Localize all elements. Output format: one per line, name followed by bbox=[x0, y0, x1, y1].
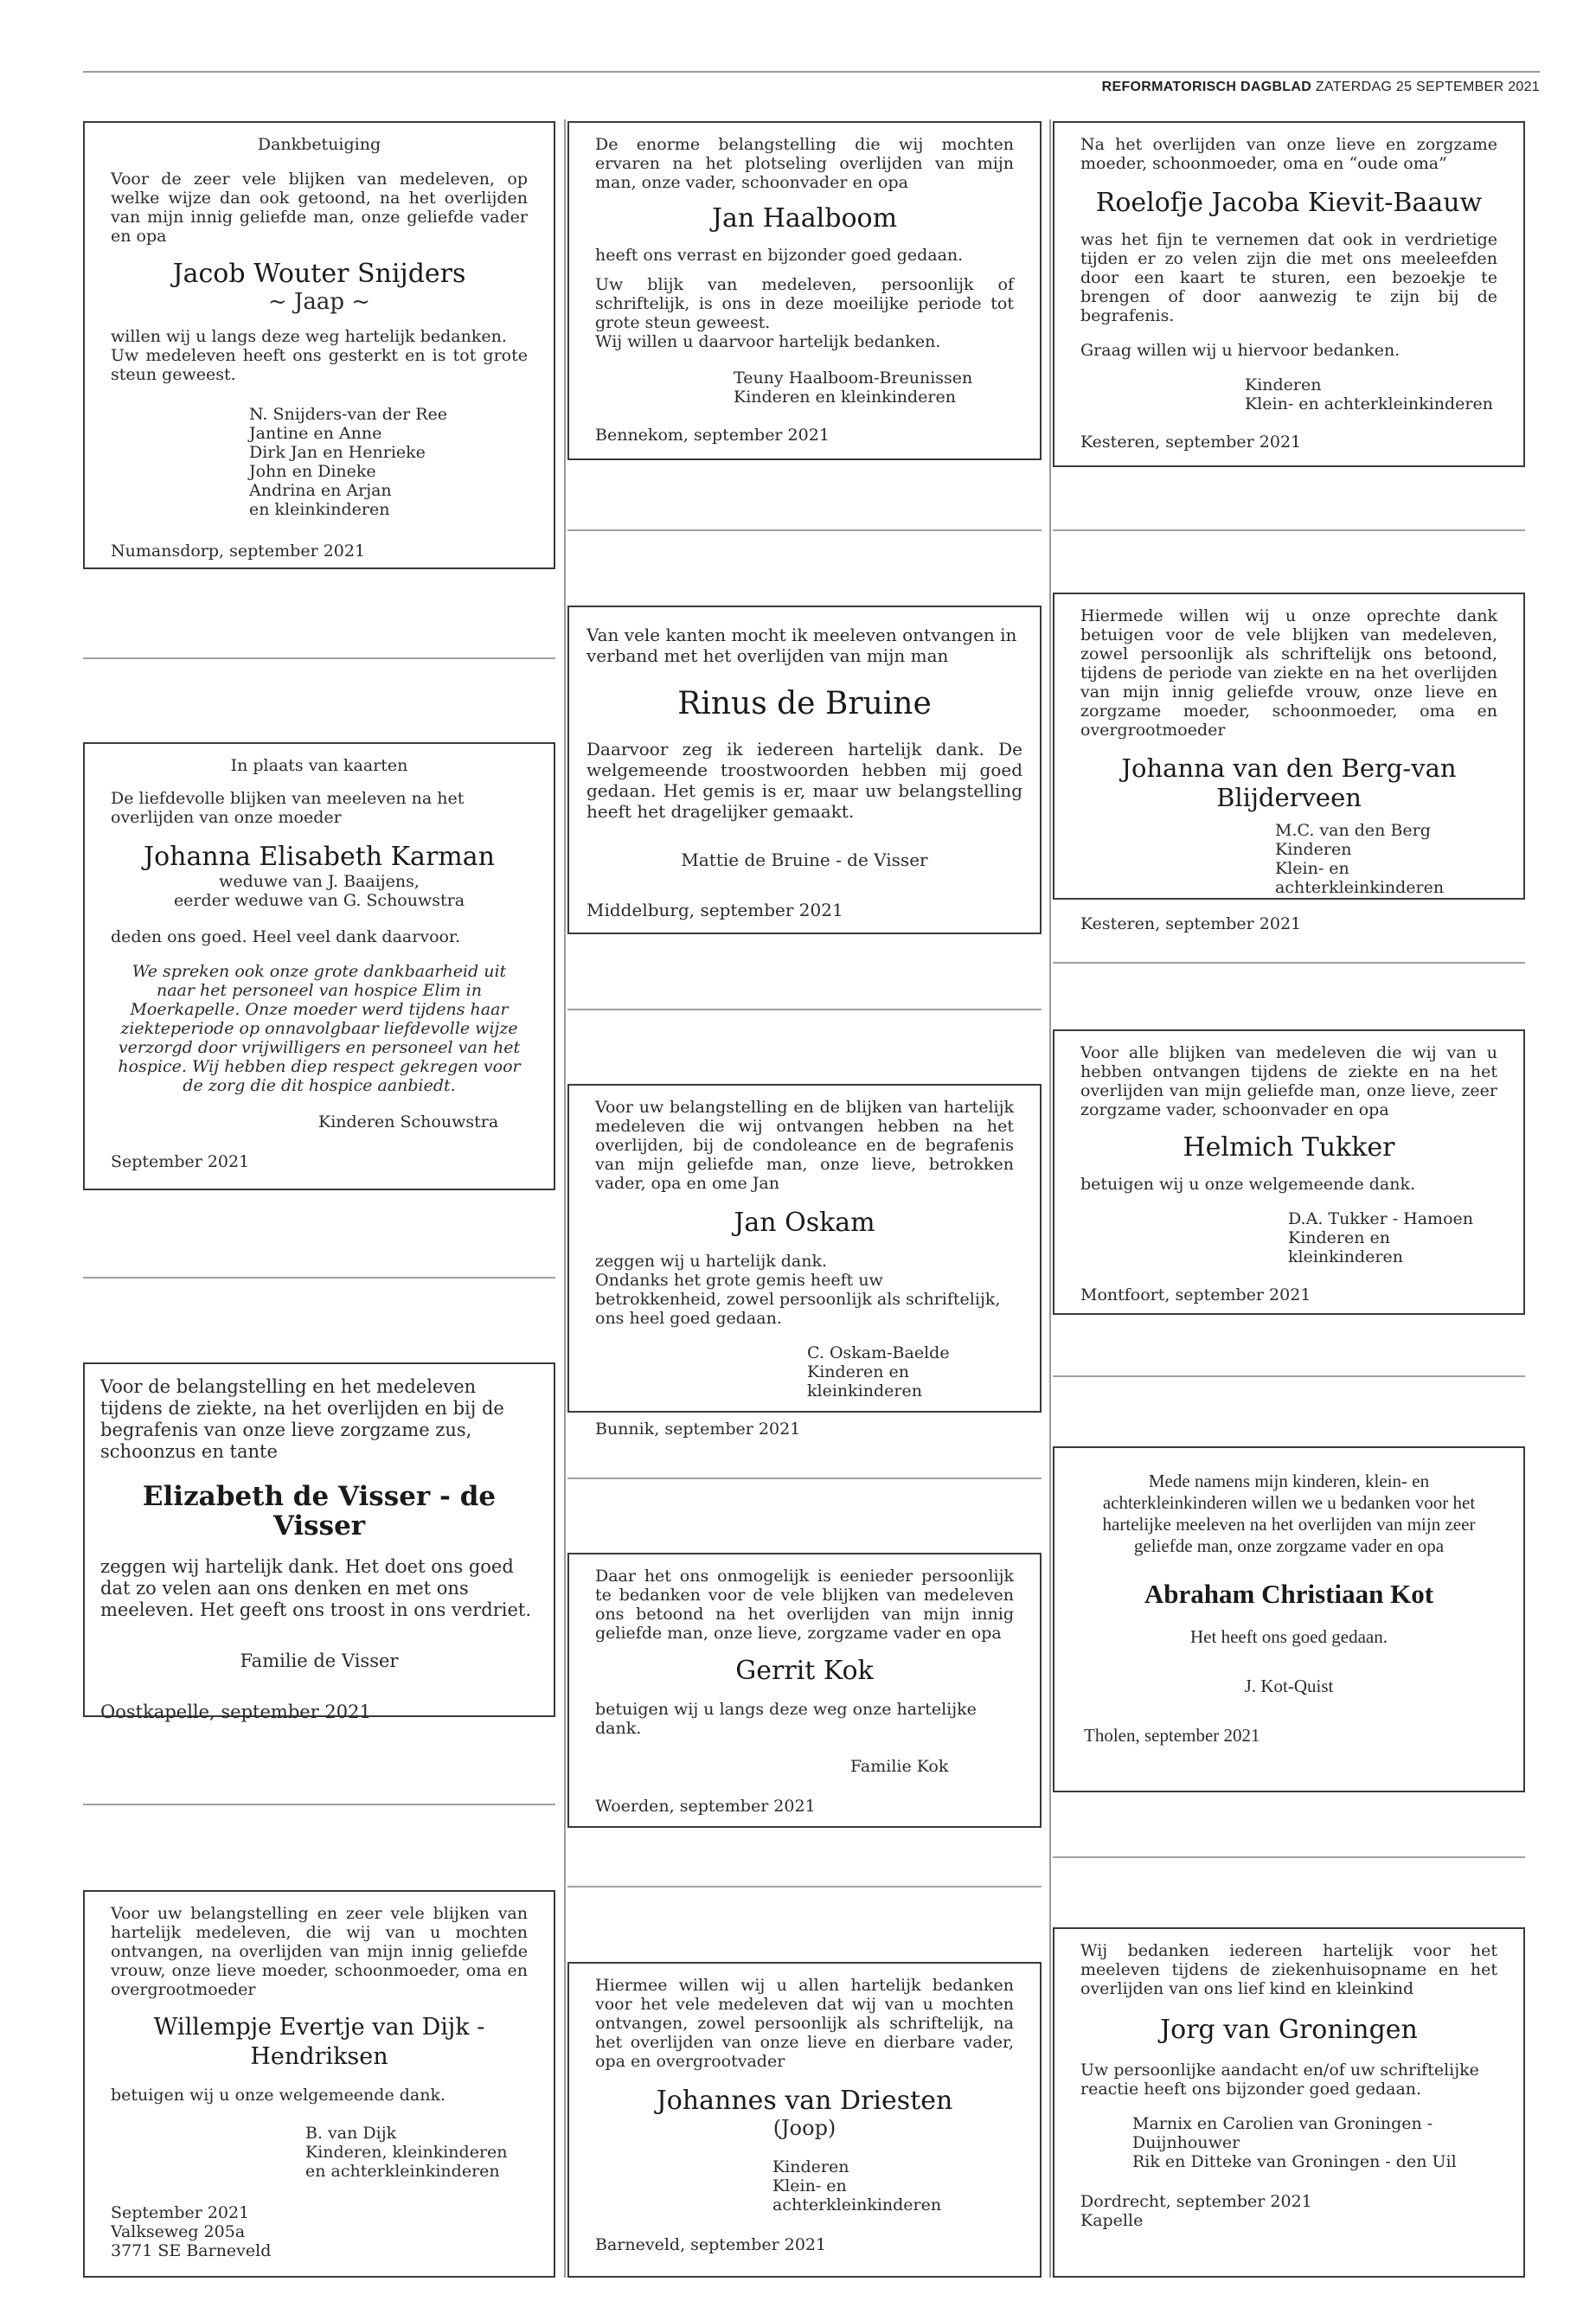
ad-gerritkok bbox=[567, 1553, 1042, 1828]
ad-body: heeft ons verrast en bijzonder goed gedaan. bbox=[595, 246, 964, 265]
ad-intro: Daar het ons onmogelijk is eenieder persoonlijk te bedanken voor de vele blijken van medeleven ons betoond na het overlijden van mijn innig geliefde man, onze lieve, zorgzame vader en opa bbox=[595, 1567, 1014, 1643]
separator bbox=[83, 1277, 555, 1279]
ad-body: deden ons goed. Heel veel dank daarvoor. bbox=[111, 927, 460, 946]
ad-intro: Voor de belangstelling en het medeleven tijdens de ziekte, na het overlijden en bij de begrafenis van onze lieve zorgzame zus, schoonzus en tante bbox=[100, 1376, 504, 1462]
ad-intro: Voor uw belangstelling en zeer vele blijken van hartelijk medeleven, die wij van u mochten ontvangen, na overlijden van mijn innig geliefde vrouw, onze lieve moeder, schoonmoeder, oma en overgrootmoeder bbox=[111, 1904, 528, 1999]
ad-signature: Marnix en Carolien van Groningen - Duijnhouwer Rik en Ditteke van Groningen - den Uil bbox=[1132, 2114, 1457, 2171]
ad-signature: Familie Kok bbox=[850, 1757, 949, 1776]
deceased-nickname: (Joop) bbox=[772, 2116, 836, 2140]
deceased-name: Helmich Tukker bbox=[1183, 1132, 1395, 1163]
ad-place-date: Oostkapelle, september 2021 bbox=[100, 1702, 371, 1722]
deceased-name: Rinus de Bruine bbox=[677, 686, 932, 721]
deceased-name: Gerrit Kok bbox=[735, 1656, 874, 1686]
ad-place-date: September 2021 bbox=[111, 1152, 250, 1171]
separator bbox=[83, 657, 555, 659]
deceased-name: Jan Oskam bbox=[734, 1208, 875, 1238]
separator bbox=[567, 529, 1042, 531]
ad-kievit bbox=[1053, 121, 1525, 467]
ad-intro: Van vele kanten mocht ik meeleven ontvangen in verband met het overlijden van mijn man bbox=[586, 625, 1017, 666]
ad-signature: Mattie de Bruine - de Visser bbox=[681, 849, 928, 870]
separator bbox=[1053, 1856, 1525, 1858]
ad-intro: Mede namens mijn kinderen, klein- en achterkleinkinderen willen we u bedanken voor het hartelijke meeleven na het overlijden van mijn zeer geliefde man, onze zorgzame vader en opa bbox=[1102, 1471, 1476, 1556]
separator bbox=[1053, 529, 1525, 531]
separator bbox=[1053, 1375, 1525, 1377]
ad-intro: Na het overlijden van onze lieve en zorgzame moeder, schoonmoeder, oma en “oude oma” bbox=[1080, 135, 1497, 173]
ad-body: betuigen wij u onze welgemeende dank. bbox=[1080, 1175, 1416, 1194]
ad-signature: J. Kot-Quist bbox=[1244, 1676, 1334, 1696]
ad-heading: Dankbetuiging bbox=[257, 135, 381, 154]
ad-signature: Teuny Haalboom-Breunissen Kinderen en kleinkinderen bbox=[734, 369, 973, 407]
newspaper-name: REFORMATORISCH DAGBLAD bbox=[1101, 80, 1312, 94]
header-rule bbox=[83, 71, 1540, 73]
deceased-name: Johannes van Driesten bbox=[656, 2086, 953, 2116]
deceased-name: Jorg van Groningen bbox=[1160, 2015, 1418, 2045]
separator bbox=[567, 1477, 1042, 1479]
ad-signature: M.C. van den Berg Kinderen Klein- en achterkleinkinderen bbox=[1275, 821, 1445, 897]
ad-bruine bbox=[567, 606, 1042, 934]
ad-kot bbox=[1053, 1446, 1525, 1792]
ad-signature: C. Oskam-Baelde Kinderen en kleinkinderen bbox=[807, 1343, 950, 1400]
deceased-name: Abraham Christiaan Kot bbox=[1144, 1579, 1434, 1609]
ad-vandijk bbox=[83, 1890, 555, 2278]
ad-place-date: Bennekom, september 2021 bbox=[595, 426, 830, 445]
issue-date: ZATERDAG 25 SEPTEMBER 2021 bbox=[1315, 80, 1540, 94]
ad-intro: Voor de zeer vele blijken van medeleven, op welke wijze dan ook getoond, na het overlijden van mijn innig geliefde man, onze geliefde vader en opa bbox=[111, 170, 528, 246]
ad-body: zeggen wij hartelijk dank. Het doet ons goed dat zo velen aan ons denken en met ons meeleven. Het geeft ons troost in ons verdriet. bbox=[100, 1556, 532, 1620]
ad-intro: Wij bedanken iedereen hartelijk voor het meeleven tijdens de ziekenhuisopname en het overlijden van ons lief kind en kleinkind bbox=[1080, 1941, 1497, 1998]
ad-signature: N. Snijders-van der Ree Jantine en Anne Dirk Jan en Henrieke John en Dineke Andrina en Arjan en kleinkinderen bbox=[249, 405, 448, 519]
ad-body: willen wij u langs deze weg hartelijk bedanken. Uw medeleven heeft ons gesterkt en is tot grote steun geweest. bbox=[111, 327, 528, 384]
ad-karman bbox=[83, 742, 555, 1190]
ad-body: betuigen wij u onze welgemeende dank. bbox=[111, 2086, 446, 2105]
ad-blijderveen bbox=[1053, 593, 1525, 933]
separator bbox=[567, 1009, 1042, 1010]
deceased-name: Roelofje Jacoba Kievit-Baauw bbox=[1095, 188, 1483, 218]
ad-body: was het fijn te vernemen dat ook in verdrietige tijden er zo velen zijn die met ons meeleefden door een kaart te sturen, een bezoekje te brengen of door aanwezig te zijn bij de begrafenis. bbox=[1080, 230, 1497, 325]
deceased-name: Willempje Evertje van Dijk - Hendriksen bbox=[153, 2014, 485, 2070]
ad-place-date: Kesteren, september 2021 bbox=[1080, 914, 1302, 933]
ad-body: Daarvoor zeg ik iedereen hartelijk dank. De welgemeende troostwoorden hebben mij goed gedaan. Het gemis is er, maar uw belangstelling heeft het dragelijker gemaakt. bbox=[586, 739, 1022, 822]
column-divider bbox=[564, 119, 566, 2278]
ad-place-date: Middelburg, september 2021 bbox=[586, 900, 843, 920]
ad-body-2: Uw blijk van medeleven, persoonlijk of schriftelijk, is ons in deze moeilijke periode tot grote steun geweest. Wij willen u daarvoor hartelijk bedanken. bbox=[595, 275, 1014, 351]
ad-place-date: Bunnik, september 2021 bbox=[595, 1420, 801, 1439]
ad-driesten bbox=[567, 1962, 1042, 2278]
deceased-name: Jacob Wouter Snijders bbox=[172, 259, 466, 289]
ad-haalboom bbox=[567, 121, 1042, 460]
ad-italic-note: We spreken ook onze grote dankbaarheid uit naar het personeel van hospice Elim in Moerkapelle. Onze moeder werd tijdens haar ziekteperiode op onnavolgbaar liefdevolle wijze verzorgd door vrijwilligers en personeel van het hospice. Wij hebben diep respect gekregen voor de zorg die dit hospice aanbiedt. bbox=[118, 962, 521, 1095]
separator bbox=[83, 1804, 555, 1805]
ad-place-date: Tholen, september 2021 bbox=[1084, 1725, 1260, 1746]
ad-signature: Kinderen Klein- en achterkleinkinderen bbox=[772, 2157, 942, 2214]
deceased-name: Johanna van den Berg-van Blijderveen bbox=[1121, 753, 1457, 812]
ad-place-date: Kesteren, september 2021 bbox=[1080, 433, 1302, 452]
ad-signature: Kinderen Klein- en achterkleinkinderen bbox=[1245, 375, 1493, 413]
ad-signature: Familie de Visser bbox=[240, 1650, 399, 1671]
ad-body: Uw persoonlijke aandacht en/of uw schriftelijke reactie heeft ons bijzonder goed gedaan. bbox=[1080, 2061, 1479, 2099]
ad-place-date: September 2021 Valkseweg 205a 3771 SE Barneveld bbox=[111, 2203, 272, 2260]
ad-oskam bbox=[567, 1084, 1042, 1439]
ad-signature: Kinderen Schouwstra bbox=[318, 1112, 499, 1131]
ad-groningen bbox=[1053, 1927, 1525, 2278]
ad-intro: De enorme belangstelling die wij mochten ervaren na het plotseling overlijden van mijn man, onze vader, schoonvader en opa bbox=[595, 135, 1014, 192]
ad-thanks: Graag willen wij u hiervoor bedanken. bbox=[1080, 341, 1401, 360]
ad-place-date: Dordrecht, september 2021 Kapelle bbox=[1080, 2192, 1312, 2230]
ad-body: betuigen wij u langs deze weg onze hartelijke dank. bbox=[595, 1700, 977, 1738]
deceased-name: Jan Haalboom bbox=[711, 203, 898, 234]
ad-place-date: Numansdorp, september 2021 bbox=[111, 542, 366, 561]
ad-place-date: Montfoort, september 2021 bbox=[1080, 1285, 1311, 1304]
ad-intro: Voor alle blijken van medeleven die wij van u hebben ontvangen tijdens de ziekte en na het overlijden van mijn geliefde man, onze lieve, zeer zorgzame vader, schoonvader en opa bbox=[1080, 1043, 1497, 1119]
ad-signature: B. van Dijk Kinderen, kleinkinderen en achterkleinkinderen bbox=[305, 2124, 508, 2181]
ad-tukker bbox=[1053, 1029, 1525, 1315]
column-divider bbox=[1049, 119, 1051, 2278]
ad-body: zeggen wij u hartelijk dank. Ondanks het grote gemis heeft uw betrokkenheid, zowel persoonlijk als schriftelijk, ons heel goed gedaan. bbox=[595, 1252, 1001, 1328]
deceased-subtitle: weduwe van J. Baaijens, eerder weduwe van G. Schouwstra bbox=[173, 872, 465, 910]
separator bbox=[1053, 962, 1525, 964]
ad-body: Het heeft ons goed gedaan. bbox=[1190, 1626, 1388, 1647]
ad-snijders bbox=[83, 121, 555, 569]
separator bbox=[567, 1886, 1042, 1888]
masthead bbox=[1102, 80, 1540, 95]
ad-place-date: Barneveld, september 2021 bbox=[595, 2235, 827, 2254]
ad-signature: D.A. Tukker - Hamoen Kinderen en kleinkinderen bbox=[1288, 1209, 1473, 1266]
ad-heading: In plaats van kaarten bbox=[230, 756, 408, 775]
deceased-name: Elizabeth de Visser - de Visser bbox=[142, 1481, 497, 1541]
ad-intro: Hiermede willen wij u onze oprechte dank betuigen voor de vele blijken van medeleven, zowel persoonlijk als schriftelijk ons betoond, tijdens de periode van ziekte en na het overlijden van mijn innig geliefde vrouw, onze lieve en zorgzame moeder, schoonmoeder, oma en overgrootmoeder bbox=[1080, 606, 1497, 740]
ad-intro: De liefdevolle blijken van meeleven na het overlijden van onze moeder bbox=[111, 789, 465, 827]
ad-place-date: Woerden, september 2021 bbox=[595, 1797, 816, 1816]
deceased-name: Johanna Elisabeth Karman bbox=[144, 842, 495, 872]
ad-intro: Hiermee willen wij u allen hartelijk bedanken voor het vele medeleven dat wij van u mochten ontvangen, zowel persoonlijk als schriftelijk, na het overlijden van onze lieve en dierbare vader, opa en overgrootvader bbox=[595, 1976, 1014, 2071]
ad-visser bbox=[83, 1362, 555, 1722]
deceased-nickname: ~ Jaap ~ bbox=[267, 289, 371, 315]
ad-intro: Voor uw belangstelling en de blijken van hartelijk medeleven die wij ontvangen hebben na het overlijden, bij de condoleance en de begrafenis van mijn geliefde man, onze lieve, betrokken vader, opa en ome Jan bbox=[595, 1098, 1014, 1193]
